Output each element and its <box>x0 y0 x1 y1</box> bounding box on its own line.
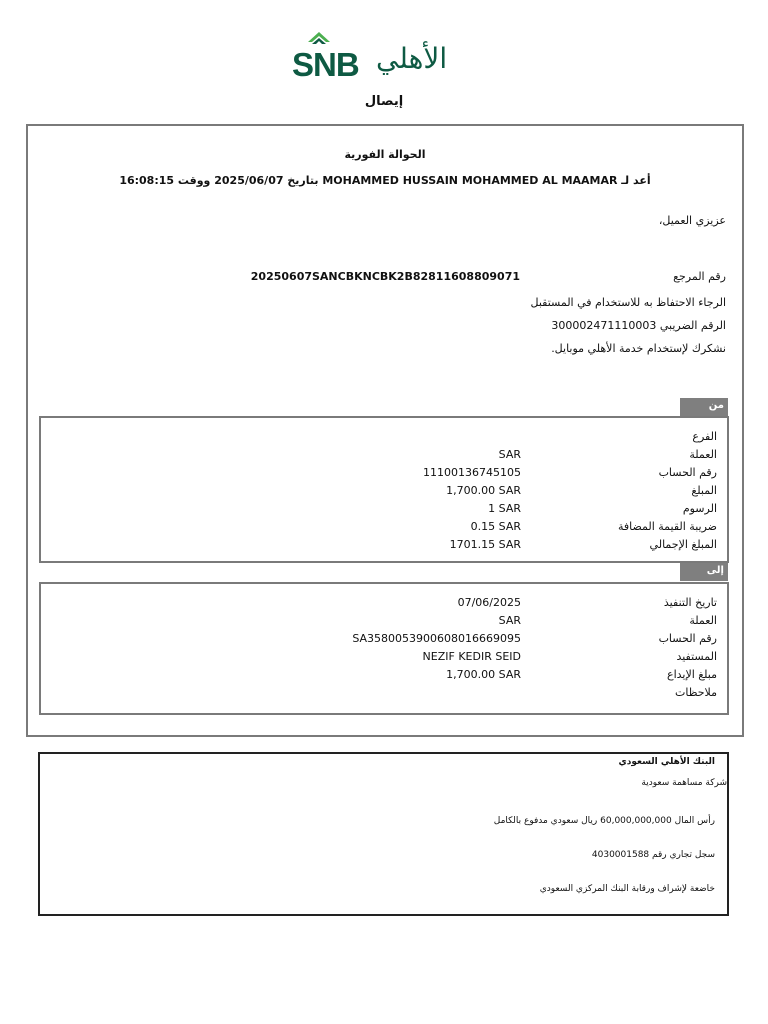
keep-note: الرجاء الاحتفاظ به للاستخدام في المستقبل <box>530 296 726 309</box>
footer-bank-name: البنك الأهلي السعودي <box>618 757 715 767</box>
tax-number-value: 300002471110003 <box>551 319 657 332</box>
detail-row <box>41 520 727 536</box>
detail-row-value: 0.15 SAR <box>470 520 521 533</box>
footer-company-type: شركة مساهمة سعودية <box>641 778 727 788</box>
detail-row <box>41 502 727 518</box>
detail-row-label: المستفيد <box>676 650 717 663</box>
detail-row-value: SAR <box>498 448 521 461</box>
detail-row-value: 1,700.00 SAR <box>446 668 521 681</box>
detail-row-label: المبلغ الإجمالي <box>649 538 717 551</box>
from-section-tab: من <box>680 398 728 416</box>
detail-row <box>41 614 727 630</box>
detail-row-label: ضريبة القيمة المضافة <box>617 520 717 533</box>
detail-row-label: العملة <box>689 448 717 461</box>
reference-label: رقم المرجع <box>673 270 726 283</box>
snb-logo <box>292 30 462 82</box>
detail-row-value: 1701.15 SAR <box>449 538 521 551</box>
detail-row <box>41 448 727 464</box>
detail-row-label: رقم الحساب <box>658 466 717 479</box>
detail-row-label: الفرع <box>692 430 717 443</box>
tax-number-label: الرقم الضريبي <box>659 319 726 332</box>
bank-footer <box>38 752 729 916</box>
prepared-by-line: أعد لـ MOHAMMED HUSSAIN MOHAMMED AL MAAMAR بتاريخ 2025/06/07 ووقت 16:08:15 <box>119 174 651 187</box>
detail-row-label: المبلغ <box>691 484 717 497</box>
detail-row <box>41 596 727 612</box>
to-section <box>39 582 729 715</box>
receipt-title: إيصال <box>364 94 404 109</box>
detail-row-value: NEZIF KEDIR SEID <box>422 650 521 663</box>
receipt-container <box>26 124 744 737</box>
detail-row-label: رقم الحساب <box>658 632 717 645</box>
footer-supervision: خاضعة لإشراف ورقابة البنك المركزي السعودي <box>539 884 715 894</box>
logo-arabic-text: الأهلي <box>376 42 448 75</box>
detail-row-value: SA3580053900608016669095 <box>352 632 521 645</box>
footer-cr: سجل تجاري رقم 4030001588 <box>591 850 715 860</box>
detail-row-label: تاريخ التنفيذ <box>663 596 717 609</box>
transfer-type: الحوالة الفورية <box>344 148 426 161</box>
thanks-note: نشكرك لإستخدام خدمة الأهلي موبايل. <box>551 342 726 355</box>
detail-row <box>41 466 727 482</box>
to-section-tab: إلى <box>680 563 728 581</box>
detail-row-value: 1,700.00 SAR <box>446 484 521 497</box>
logo-latin-text: SNB <box>292 46 359 83</box>
detail-row <box>41 686 727 702</box>
detail-row-label: مبلغ الإيداع <box>667 668 717 681</box>
detail-row-label: العملة <box>689 614 717 627</box>
greeting: عزيزي العميل، <box>658 214 726 227</box>
detail-row <box>41 632 727 648</box>
detail-row-value: 07/06/2025 <box>457 596 521 609</box>
reference-value: 20250607SANCBKNCBK2B82811608809071 <box>250 270 520 283</box>
detail-row <box>41 538 727 554</box>
detail-row <box>41 430 727 446</box>
detail-row-value: 11100136745105 <box>423 466 521 479</box>
detail-row-label: الرسوم <box>682 502 717 515</box>
detail-row <box>41 650 727 666</box>
detail-row <box>41 484 727 500</box>
from-section <box>39 416 729 563</box>
detail-row-label: ملاحظات <box>675 686 717 699</box>
footer-capital: رأس المال 60,000,000,000 ريال سعودي مدفوع بالكامل <box>493 816 715 826</box>
tax-number <box>551 319 726 332</box>
detail-row-value: SAR <box>498 614 521 627</box>
detail-row-value: 1 SAR <box>488 502 521 515</box>
detail-row <box>41 668 727 684</box>
